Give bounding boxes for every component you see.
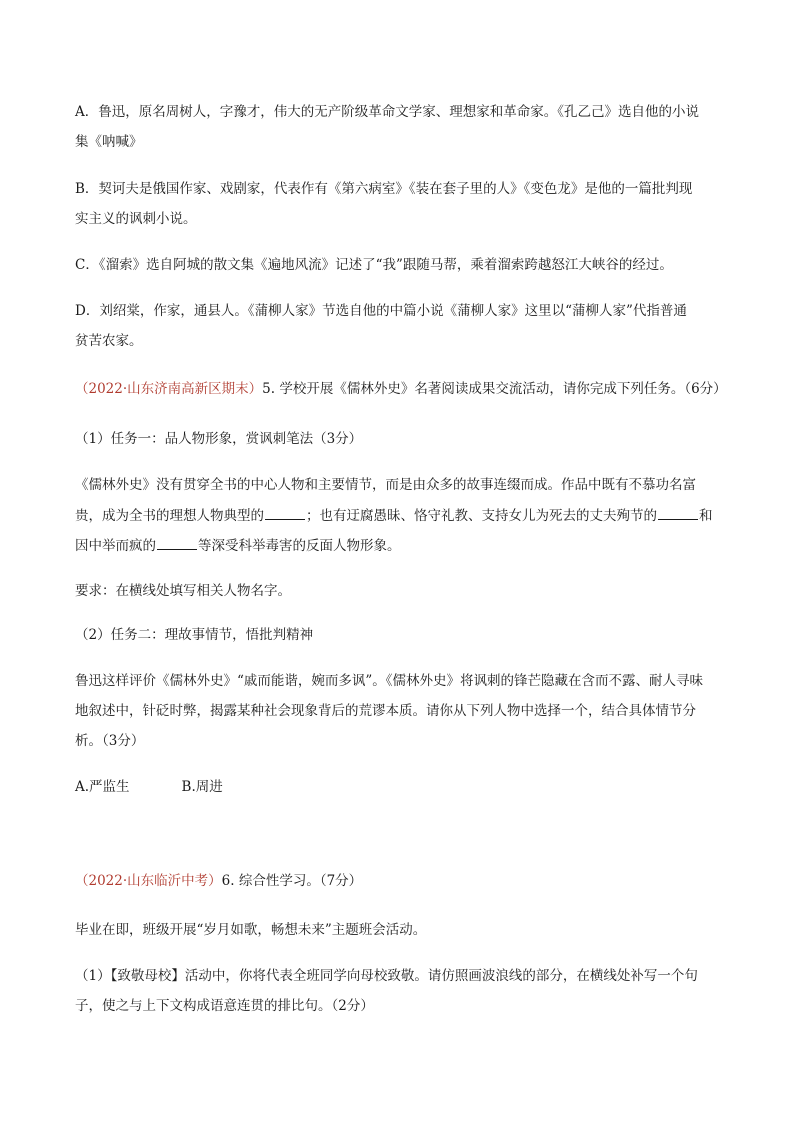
answer-blank-3[interactable] bbox=[157, 536, 197, 550]
text-segment: 等深受科举毒害的反面人物形象。 bbox=[198, 538, 401, 554]
q5-paragraph-2-line-3: 析。（3分） bbox=[75, 733, 145, 749]
answer-blank-2[interactable] bbox=[658, 506, 698, 520]
text-segment: ；也有迂腐愚昧、恪守礼教、支持女儿为死去的丈夫殉节的 bbox=[306, 508, 657, 524]
choice-a: A.严监生 bbox=[75, 779, 130, 795]
question-5-stem: 5. 学校开展《儒林外史》名著阅读成果交流活动，请你完成下列任务。（6分） bbox=[262, 381, 727, 397]
answer-blank-1[interactable] bbox=[265, 506, 305, 520]
q5-paragraph-1-line-2 bbox=[75, 506, 735, 525]
requirement-note: 要求：在横线处填写相关人物名字。 bbox=[75, 583, 291, 599]
option-a-line-1: A．鲁迅，原名周树人，字豫才，伟大的无产阶级革命文学家、理想家和革命家。《孔乙己》选自他的小说 bbox=[75, 104, 699, 120]
option-d-line-1: D．刘绍棠，作家，通县人。《蒲柳人家》节选自他的中篇小说《蒲柳人家》这里以“蒲柳人家”代指普通 bbox=[75, 303, 687, 319]
question-6-header bbox=[75, 872, 735, 890]
text-segment: 和 bbox=[699, 508, 713, 524]
text-segment: 贵，成为全书的理想人物典型的 bbox=[75, 508, 264, 524]
q6-sub1-line-1: （1）【致敬母校】活动中，你将代表全班同学向母校致敬。请仿照画波浪线的部分，在横线处补写一个句 bbox=[75, 968, 698, 984]
q5-choices bbox=[75, 778, 735, 796]
option-c-line-1: C．《溜索》选自阿城的散文集《遍地风流》记述了“我”跟随马帮，乘着溜索跨越怒江大峡谷的经过。 bbox=[75, 257, 673, 273]
question-6-stem: 6. 综合性学习。（7分） bbox=[221, 873, 363, 889]
q5-paragraph-2-line-1: 鲁迅这样评价《儒林外史》“戚而能谐，婉而多讽”。《儒林外史》将讽刺的锋芒隐藏在含而不露、耐人寻味 bbox=[75, 673, 704, 689]
task-1-title: （1）任务一：品人物形象，赏讽刺笔法（3分） bbox=[75, 431, 363, 447]
text-segment: 因中举而疯的 bbox=[75, 538, 156, 554]
option-b-line-1: B．契诃夫是俄国作家、戏剧家，代表作有《第六病室》《装在套子里的人》《变色龙》是他的一篇批判现 bbox=[75, 181, 693, 197]
option-a-line-2: 集《呐喊》 bbox=[75, 134, 143, 150]
question-6-source: （2022·山东临沂中考） bbox=[75, 873, 222, 889]
q5-paragraph-1-line-3 bbox=[75, 536, 735, 555]
option-d-line-2: 贫苦农家。 bbox=[75, 333, 143, 349]
choice-b: B.周进 bbox=[181, 779, 223, 795]
task-2-title: （2）任务二：理故事情节，悟批判精神 bbox=[75, 627, 314, 643]
question-5-source: （2022·山东济南高新区期末） bbox=[75, 381, 263, 397]
q5-paragraph-2-line-2: 地叙述中，针砭时弊，揭露某种社会现象背后的荒谬本质。请你从下列人物中选择一个，结合具体情节分 bbox=[75, 703, 696, 719]
q5-paragraph-1-line-1: 《儒林外史》没有贯穿全书的中心人物和主要情节，而是由众多的故事连缀而成。作品中既有不慕功名富 bbox=[75, 477, 696, 493]
q6-intro: 毕业在即，班级开展“岁月如歌，畅想未来”主题班会活动。 bbox=[75, 922, 427, 938]
option-b-line-2: 实主义的讽刺小说。 bbox=[75, 211, 197, 227]
q6-sub1-line-2: 子，使之与上下文构成语意连贯的排比句。（2分） bbox=[75, 998, 374, 1014]
question-5-header bbox=[75, 380, 735, 398]
